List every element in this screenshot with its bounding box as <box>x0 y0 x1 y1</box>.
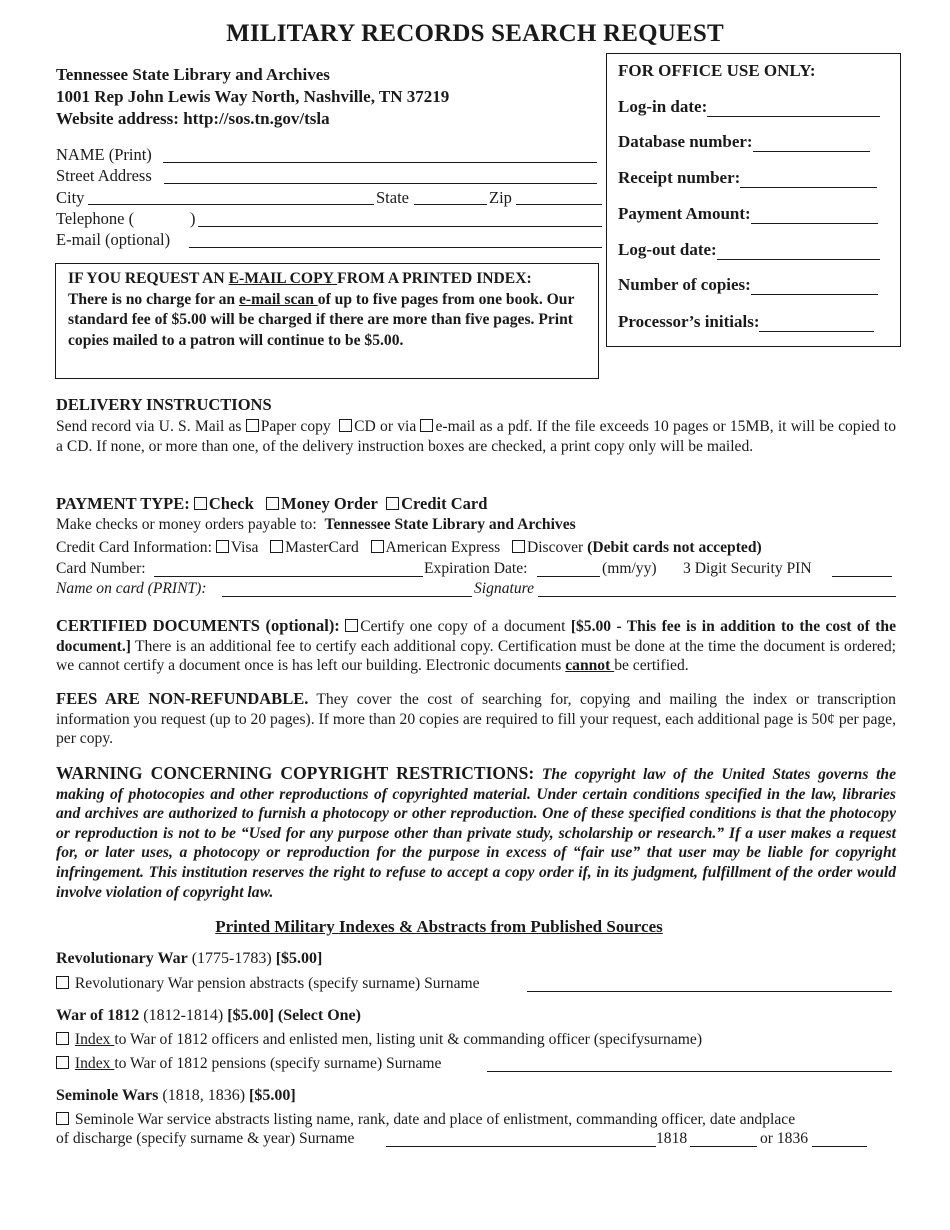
war-1812-pensions-checkbox[interactable] <box>56 1056 69 1069</box>
seminole-item-line2: of discharge (specify surname & year) Surname <box>56 1130 355 1147</box>
year-1818-field[interactable] <box>690 1146 757 1147</box>
zip-field[interactable] <box>516 204 602 205</box>
war-1812-officers-checkbox[interactable] <box>56 1032 69 1045</box>
security-pin-field[interactable] <box>832 576 892 577</box>
payment-amount-field[interactable] <box>751 207 878 224</box>
library-address: 1001 Rep John Lewis Way North, Nashville, TN 37219 <box>56 87 450 106</box>
email-field[interactable] <box>189 247 602 248</box>
library-website: Website address: http://sos.tn.gov/tsla <box>56 109 330 128</box>
rev-war-heading: Revolutionary War (1775-1783) [$5.00] <box>56 950 323 967</box>
amex-checkbox[interactable] <box>371 540 384 553</box>
mastercard-checkbox[interactable] <box>270 540 283 553</box>
war-1812-item-2: Index to War of 1812 pensions (specify surname) Surname <box>56 1055 441 1073</box>
logout-date-field[interactable] <box>717 243 880 260</box>
street-label: Street Address <box>56 166 152 185</box>
seminole-checkbox[interactable] <box>56 1112 69 1125</box>
library-name: Tennessee State Library and Archives <box>56 65 330 84</box>
city-label: City <box>56 188 85 207</box>
receipt-number-field[interactable] <box>740 171 877 188</box>
payable-row: Make checks or money orders payable to: Tennessee State Library and Archives <box>56 516 576 533</box>
signature-label: Signature <box>474 580 535 597</box>
copyright-warning: WARNING CONCERNING COPYRIGHT RESTRICTIONS: The copyright law of the United States governs the making of photocopies and other reproductions of copyrighted material. Under certain conditions specified in the law, libraries and archives are authorized to furnish a photocopy or other reproduction. One of these specified conditions is that the photocopy or reproduction is not to be “Used for any purpose other than private study, scholarship or research.” If a user makes a request for, or later uses, a photocopy or reproduction for the purpose in excess of “fair use” that user may be liable for copyright infringement. This institution reserves the right to refuse to accept a copy order if, in its judgment, fulfillment of the order would involve violation of copyright law. <box>56 763 896 901</box>
email-pdf-checkbox[interactable] <box>420 419 433 432</box>
rev-war-item: Revolutionary War pension abstracts (specify surname) Surname <box>56 975 480 993</box>
name-on-card-field[interactable] <box>222 596 472 597</box>
telephone-field[interactable] <box>198 226 602 227</box>
email-label: E-mail (optional) <box>56 230 171 249</box>
fees-text: FEES ARE NON-REFUNDABLE. They cover the cost of searching for, copying and mailing the index or transcription information you request (up to 20 pages). If more than 20 copies are required to fill your request, each additional page is 50¢ per page, per copy. <box>56 689 896 748</box>
credit-card-checkbox[interactable] <box>386 497 399 510</box>
card-number-field[interactable] <box>154 576 423 577</box>
delivery-text: Send record via U. S. Mail as Paper copy CD or via e-mail as a pdf. If the file exceeds 10 pages or 15MB, it will be copied to a CD. If none, or more than one, of the delivery instruction boxes are checked, a print copy only will be mailed. <box>56 418 896 455</box>
certified-documents-text: CERTIFIED DOCUMENTS (optional): Certify one copy of a document [$5.00 - This fee is in addition to the cost of the document.] There is an additional fee to certify each additional copy. Certification must be done at the time the document is ordered; we cannot certify a document once is has left our building. Electronic documents cannot be certified. <box>56 616 896 675</box>
office-payment-amount: Payment Amount: <box>618 204 878 224</box>
rev-war-checkbox[interactable] <box>56 976 69 989</box>
seminole-heading: Seminole Wars (1818, 1836) [$5.00] <box>56 1087 296 1104</box>
cd-checkbox[interactable] <box>339 419 352 432</box>
zip-label: Zip <box>489 188 512 207</box>
office-processor-initials: Processor’s initials: <box>618 312 874 332</box>
number-of-copies-field[interactable] <box>751 278 878 295</box>
check-checkbox[interactable] <box>194 497 207 510</box>
war-1812-heading: War of 1812 (1812-1814) [$5.00] (Select One) <box>56 1007 361 1024</box>
visa-checkbox[interactable] <box>216 540 229 553</box>
telephone-label: Telephone ( <box>56 209 135 228</box>
office-login-date: Log-in date: <box>618 97 880 117</box>
rev-war-surname-field[interactable] <box>527 991 892 992</box>
page-title: MILITARY RECORDS SEARCH REQUEST <box>226 20 724 47</box>
delivery-heading: DELIVERY INSTRUCTIONS <box>56 395 272 414</box>
office-heading: FOR OFFICE USE ONLY: <box>618 61 816 80</box>
telephone-paren: ) <box>190 209 196 228</box>
street-field[interactable] <box>164 183 597 184</box>
office-number-of-copies: Number of copies: <box>618 275 878 295</box>
office-logout-date: Log-out date: <box>618 240 880 260</box>
seminole-item-line1: Seminole War service abstracts listing name, rank, date and place of enlistment, commanding officer, date andplace <box>56 1111 795 1129</box>
discover-checkbox[interactable] <box>512 540 525 553</box>
war-1812-item-1: Index to War of 1812 officers and enlisted men, listing unit & commanding officer (specifysurname) <box>56 1031 702 1049</box>
login-date-field[interactable] <box>707 100 880 117</box>
database-number-field[interactable] <box>753 135 870 152</box>
war-1812-surname-field[interactable] <box>487 1071 892 1072</box>
payment-type-row: PAYMENT TYPE: Check Money Order Credit Card <box>56 494 488 513</box>
name-on-card-label: Name on card (PRINT): <box>56 580 207 597</box>
indexes-heading: Printed Military Indexes & Abstracts from Published Sources <box>215 917 663 936</box>
state-label: State <box>376 188 409 207</box>
money-order-checkbox[interactable] <box>266 497 279 510</box>
credit-card-info-row: Credit Card Information: Visa MasterCard American Express Discover (Debit cards not accepted) <box>56 539 762 556</box>
state-field[interactable] <box>414 204 487 205</box>
expiration-field[interactable] <box>537 576 600 577</box>
security-pin-label: 3 Digit Security PIN <box>683 560 812 577</box>
signature-field[interactable] <box>538 596 896 597</box>
processor-initials-field[interactable] <box>759 315 874 332</box>
card-number-label: Card Number: <box>56 560 146 577</box>
year-1836-field[interactable] <box>812 1146 867 1147</box>
city-field[interactable] <box>88 204 374 205</box>
mmyy-label: (mm/yy) <box>602 560 657 577</box>
year-1818-label: 1818 <box>656 1130 688 1147</box>
office-receipt-number: Receipt number: <box>618 168 877 188</box>
expiration-label: Expiration Date: <box>424 560 528 577</box>
paper-copy-checkbox[interactable] <box>246 419 259 432</box>
library-header <box>56 64 449 130</box>
email-notice-text: IF YOU REQUEST AN E-MAIL COPY FROM A PRINTED INDEX: There is no charge for an e-mail scan of up to five pages from one book. Our standard fee of $5.00 will be charged if there are more than five pages. Print copies mailed to a patron will continue to be $5.00. <box>68 270 575 349</box>
office-database-number: Database number: <box>618 132 870 152</box>
certify-checkbox[interactable] <box>345 619 358 632</box>
name-label: NAME (Print) <box>56 145 152 164</box>
year-1836-label: or 1836 <box>760 1130 809 1147</box>
name-field[interactable] <box>163 162 597 163</box>
seminole-surname-field[interactable] <box>386 1146 656 1147</box>
